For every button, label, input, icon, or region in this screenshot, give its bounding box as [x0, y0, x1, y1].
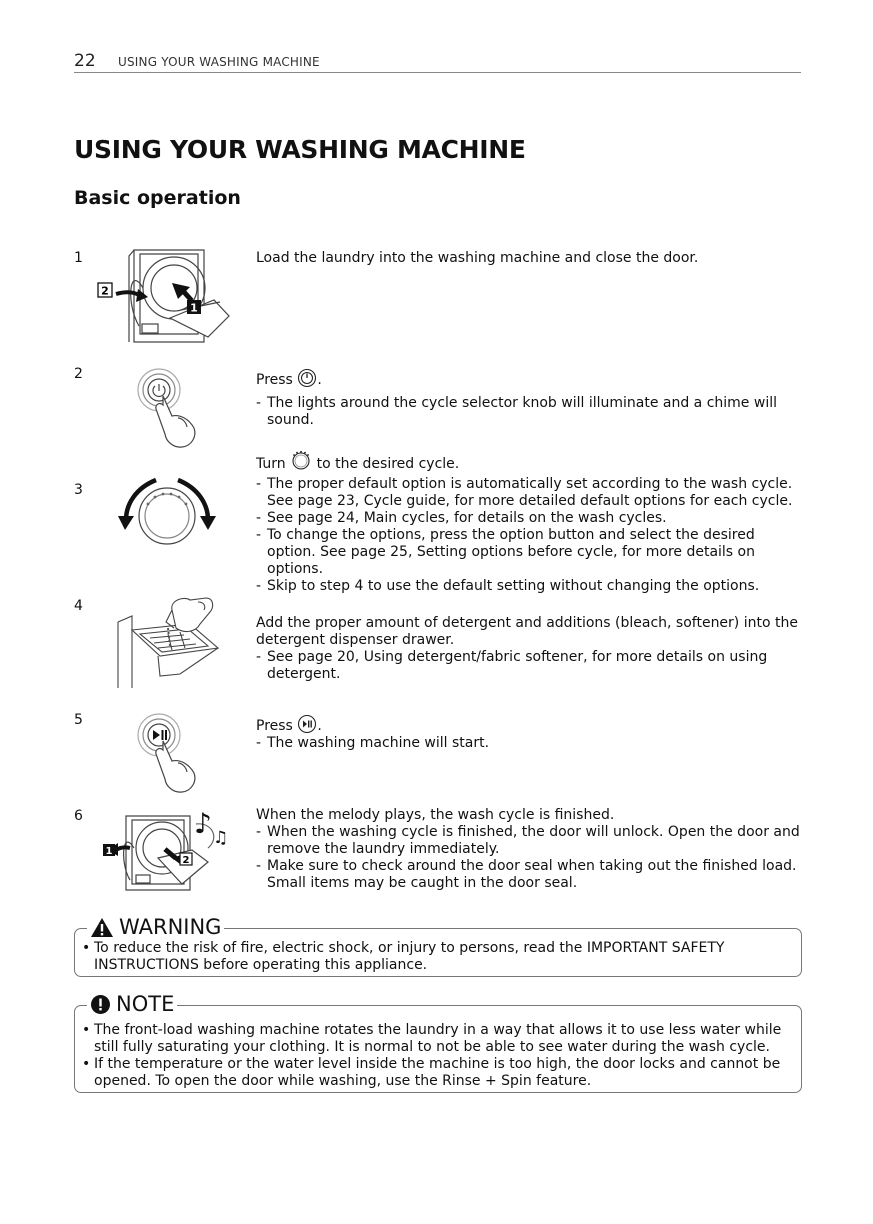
- power-icon: [297, 368, 317, 388]
- warning-list: [81, 940, 795, 974]
- callout-label: 2: [182, 855, 190, 866]
- turn-cycle-knob-illustration: [114, 474, 220, 554]
- warning-heading: [87, 914, 224, 940]
- list-item: - The lights around the cycle selector knob will illuminate and a chime will sound.: [256, 395, 806, 429]
- step-instruction: [256, 450, 806, 473]
- step-number: 1: [74, 250, 83, 266]
- step-instruction: Load the laundry into the washing machine and close the door.: [256, 250, 699, 266]
- add-detergent-illustration: [110, 594, 226, 690]
- note-title: NOTE: [116, 992, 175, 1016]
- list-item: - Skip to step 4 to use the default setting without changing the options.: [256, 578, 806, 595]
- list-item: - Make sure to check around the door seal when taking out the finished load. Small items may be caught in the door seal.: [256, 858, 806, 892]
- callout-label: 1: [105, 846, 113, 857]
- step-instruction: [256, 368, 806, 389]
- callout-label: 1: [190, 301, 198, 315]
- page-header: [74, 50, 801, 73]
- instruction-verb: Press: [256, 718, 293, 734]
- instruction-suffix: .: [317, 372, 322, 388]
- warning-body: [81, 940, 795, 974]
- step-number: 4: [74, 598, 83, 614]
- warning-triangle-icon: [90, 917, 114, 938]
- running-title: USING YOUR WASHING MACHINE: [118, 55, 320, 69]
- step-3-bullets: [256, 476, 806, 595]
- step-2-bullets: [256, 395, 806, 429]
- page-title: USING YOUR WASHING MACHINE: [74, 135, 526, 164]
- list-item: - The proper default option is automatically set according to the wash cycle. See page 23, Cycle guide, for more detailed default options for each cycle.: [256, 476, 806, 510]
- step-instruction: [256, 714, 806, 735]
- washer-load-laundry-illustration: [96, 244, 234, 346]
- music-note-icon: ♫: [213, 828, 229, 848]
- step-4-text: [256, 615, 806, 683]
- instruction-suffix: .: [317, 718, 322, 734]
- step-4-bullets: [256, 649, 806, 683]
- instruction-suffix: to the desired cycle.: [316, 456, 460, 472]
- list-item: • The front-load washing machine rotates the laundry in a way that allows it to use less water while still fully saturating your clothing. It is normal to not be able to see water during the wash cycle.: [81, 1022, 795, 1056]
- list-item: - See page 24, Main cycles, for details on the wash cycles.: [256, 510, 806, 527]
- instruction-verb: Turn: [256, 456, 286, 472]
- warning-box: [74, 915, 802, 977]
- step-5-bullets: [256, 735, 806, 752]
- music-note-icon: ♪: [194, 807, 212, 840]
- list-item: • To reduce the risk of fire, electric shock, or injury to persons, read the IMPORTANT SAFETY INSTRUCTIONS before operating this appliance.: [81, 940, 795, 974]
- note-list: [81, 1022, 795, 1090]
- press-start-pause-illustration: [134, 709, 204, 795]
- section-title: Basic operation: [74, 187, 241, 209]
- cycle-knob-icon: [290, 450, 312, 472]
- step-6-bullets: [256, 824, 806, 892]
- step-number: 3: [74, 482, 83, 498]
- step-6-text: [256, 807, 806, 892]
- page-number: 22: [74, 51, 96, 71]
- callout-label: 2: [101, 284, 109, 298]
- press-power-button-illustration: [134, 364, 204, 450]
- list-item: - See page 20, Using detergent/fabric softener, for more details on using detergent.: [256, 649, 806, 683]
- step-instruction: Add the proper amount of detergent and additions (bleach, softener) into the detergent dispenser drawer.: [256, 615, 798, 648]
- step-2-text: [256, 368, 806, 429]
- list-item: - The washing machine will start.: [256, 735, 806, 752]
- note-box: [74, 992, 802, 1093]
- step-3-text: [256, 450, 806, 595]
- step-instruction: When the melody plays, the wash cycle is finished.: [256, 807, 615, 823]
- list-item: - To change the options, press the option button and select the desired option. See page 25, Setting options before cycle, for more details on options.: [256, 527, 806, 578]
- list-item: - When the washing cycle is finished, the door will unlock. Open the door and remove the laundry immediately.: [256, 824, 806, 858]
- start-pause-icon: [297, 714, 317, 734]
- step-1-text: [256, 250, 806, 267]
- list-item: • If the temperature or the water level inside the machine is too high, the door locks and cannot be opened. To open the door while washing, use the Rinse + Spin feature.: [81, 1056, 795, 1090]
- exclamation-circle-icon: [90, 994, 111, 1015]
- warning-title: WARNING: [119, 915, 222, 939]
- step-number: 6: [74, 808, 83, 824]
- step-number: 5: [74, 712, 83, 728]
- note-heading: [87, 991, 177, 1017]
- washer-unload-laundry-illustration: [100, 802, 236, 894]
- step-number: 2: [74, 366, 83, 382]
- instruction-verb: Press: [256, 372, 293, 388]
- step-5-text: [256, 714, 806, 752]
- note-body: [81, 1022, 795, 1090]
